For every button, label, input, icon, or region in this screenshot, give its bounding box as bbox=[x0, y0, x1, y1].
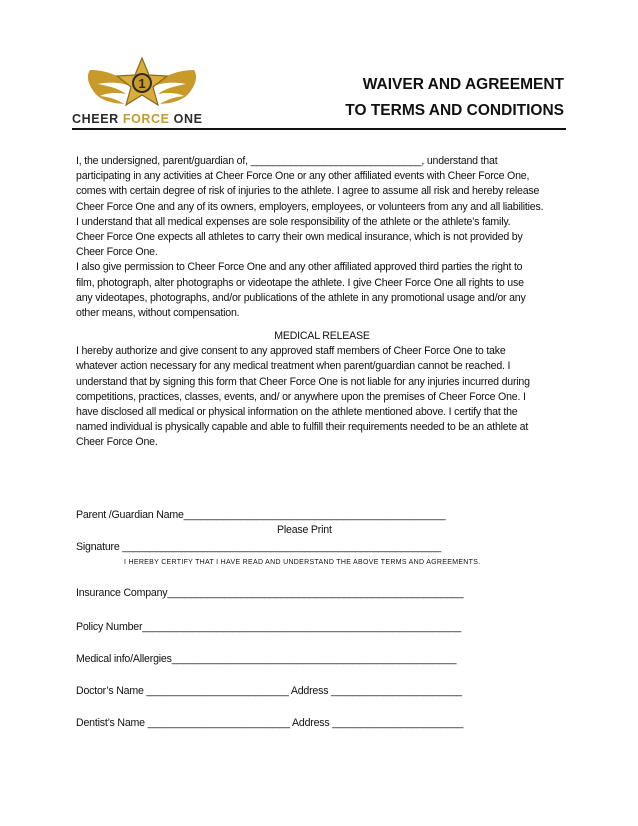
brand-word-force: FORCE bbox=[122, 112, 170, 126]
medical-line: I hereby authorize and give consent to any approved staff members of Cheer Force One to take bbox=[76, 345, 506, 358]
waiver-line: any videotapes, photographs, and/or publications of the athlete in any promotional usage and/or any bbox=[76, 291, 526, 304]
medical-line: whatever action necessary for any medical treatment when parent/guardian cannot be reached. I bbox=[76, 360, 511, 373]
brand-word-one: ONE bbox=[169, 112, 203, 126]
winged-star-badge-icon bbox=[72, 56, 212, 112]
medical-line: named individual is physically capable and able to fulfill their requirements needed to be an athlete at bbox=[76, 421, 529, 434]
waiver-line: participating in any activities at Cheer Force One or any other affiliated events with Cheer Force One, bbox=[76, 170, 530, 183]
please-print-note: Please Print bbox=[277, 524, 332, 536]
waiver-line: Cheer Force One and any of its owners, employers, employees, or volunteers from any and all liabilities. bbox=[76, 200, 544, 213]
waiver-line: Cheer Force One expects all athletes to carry their own medical insurance, which is not provided by bbox=[76, 230, 523, 243]
page-title-line-1: WAIVER AND AGREEMENT bbox=[362, 76, 564, 93]
insurance-company-field[interactable]: Insurance Company____________________________________________________ bbox=[76, 587, 464, 599]
medical-line: have disclosed all medical or physical information on the athlete mentioned above. I certify that the bbox=[76, 406, 518, 418]
header-divider bbox=[72, 128, 566, 130]
policy-number-field[interactable]: Policy Number________________________________________________________ bbox=[76, 621, 462, 633]
waiver-body bbox=[76, 154, 566, 451]
doctor-name-address-field[interactable]: Doctor’s Name _________________________ Address _______________________ bbox=[76, 685, 462, 697]
page-title-line-2: TO TERMS AND CONDITIONS bbox=[345, 102, 564, 119]
waiver-line: I understand that all medical expenses are sole responsibility of the athlete or the athlete’s family. bbox=[76, 215, 511, 228]
certify-statement: I HEREBY CERTIFY THAT I HAVE READ AND UNDERSTAND THE ABOVE TERMS AND AGREEMENTS. bbox=[124, 559, 481, 566]
waiver-line: I also give permission to Cheer Force One and any other affiliated approved third parties the right to bbox=[76, 261, 523, 274]
badge-number: 1 bbox=[138, 76, 146, 91]
waiver-line: I, the undersigned, parent/guardian of, ______________________________, understand that bbox=[76, 155, 498, 167]
medical-info-field[interactable]: Medical info/Allergies__________________________________________________ bbox=[76, 653, 457, 665]
brand-word-cheer: CHEER bbox=[72, 112, 123, 126]
medical-line: competitions, practices, classes, events, and/ or anywhere upon the premises of Cheer Force One. I bbox=[76, 390, 526, 403]
dentist-name-address-field[interactable]: Dentist’s Name _________________________ Address _______________________ bbox=[76, 717, 464, 729]
waiver-line: comes with certain degree of risk of injuries to the athlete. I agree to assume all risk and hereby release bbox=[76, 185, 540, 198]
waiver-line: Cheer Force One. bbox=[76, 246, 158, 259]
parent-guardian-name-field[interactable]: Parent /Guardian Name______________________________________________ bbox=[76, 509, 446, 521]
medical-release-heading: MEDICAL RELEASE bbox=[274, 330, 370, 343]
waiver-line: other means, without compensation. bbox=[76, 306, 240, 319]
medical-line: Cheer Force One. bbox=[76, 436, 158, 449]
signature-field[interactable]: Signature ________________________________________________________ bbox=[76, 541, 442, 553]
medical-line: understand that by signing this form that Cheer Force One is not liable for any injuries incurred during bbox=[76, 375, 530, 388]
waiver-line: film, photograph, alter photographs or videotape the athlete. I give Cheer Force One all rights to use bbox=[76, 276, 524, 289]
brand-wordmark bbox=[72, 112, 212, 126]
